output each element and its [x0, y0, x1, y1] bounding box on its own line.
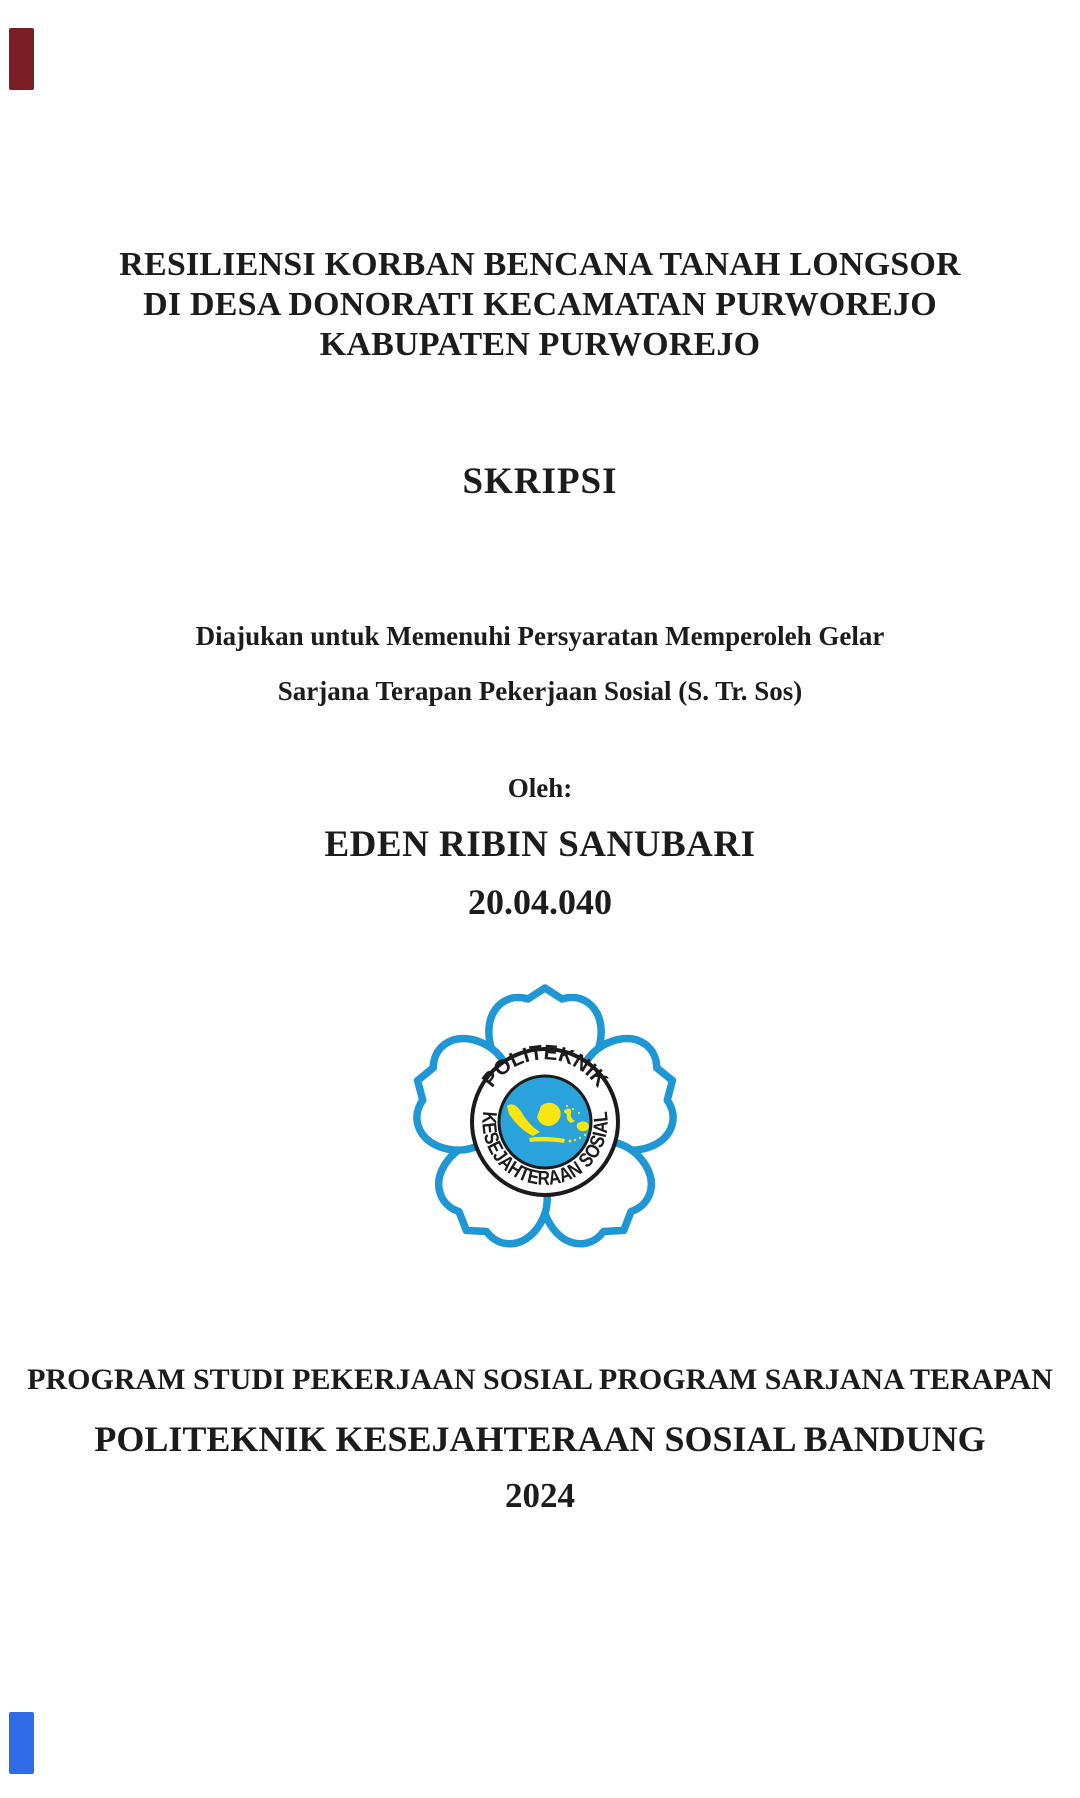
institution-name-line: POLITEKNIK KESEJAHTERAAN SOSIAL BANDUNG	[94, 1419, 986, 1459]
thesis-title-line-3: KABUPATEN PURWOREJO	[319, 326, 761, 363]
page-edge-marker-top	[9, 28, 34, 90]
submission-statement	[0, 609, 1080, 719]
page-edge-marker-bottom	[9, 1712, 34, 1774]
institution-logo	[400, 977, 690, 1267]
map-island	[584, 1134, 586, 1136]
map-island	[572, 1108, 574, 1110]
program-study-line: PROGRAM STUDI PEKERJAAN SOSIAL PROGRAM SARJANA TERAPAN	[27, 1363, 1053, 1396]
map-island	[579, 1137, 581, 1139]
submission-line-2: Sarjana Terapan Pekerjaan Sosial (S. Tr. Sos)	[277, 676, 803, 706]
logo-arc-top-text: POLITEKNIK	[477, 1041, 613, 1092]
thesis-title	[0, 245, 1080, 365]
submission-line-1: Diajukan untuk Memenuhi Persyaratan Memperoleh Gelar	[195, 621, 885, 651]
publication-year: 2024	[505, 1476, 575, 1515]
by-label: Oleh:	[507, 773, 573, 803]
map-island	[569, 1140, 572, 1143]
map-island	[566, 1105, 568, 1107]
thesis-title-line-1: RESILIENSI KORBAN BENCANA TANAH LONGSOR	[119, 246, 961, 283]
author-name: EDEN RIBIN SANUBARI	[324, 824, 756, 865]
student-number: 20.04.040	[468, 882, 612, 922]
thesis-title-line-2: DI DESA DONORATI KECAMATAN PURWOREJO	[143, 286, 937, 323]
logo-arc-bottom-text: KESEJAHTERAAN SOSIAL	[477, 1108, 613, 1190]
map-island	[578, 1112, 580, 1114]
poltekesos-logo-icon	[400, 977, 690, 1267]
document-type-label: SKRIPSI	[462, 461, 618, 502]
map-island	[574, 1139, 576, 1141]
